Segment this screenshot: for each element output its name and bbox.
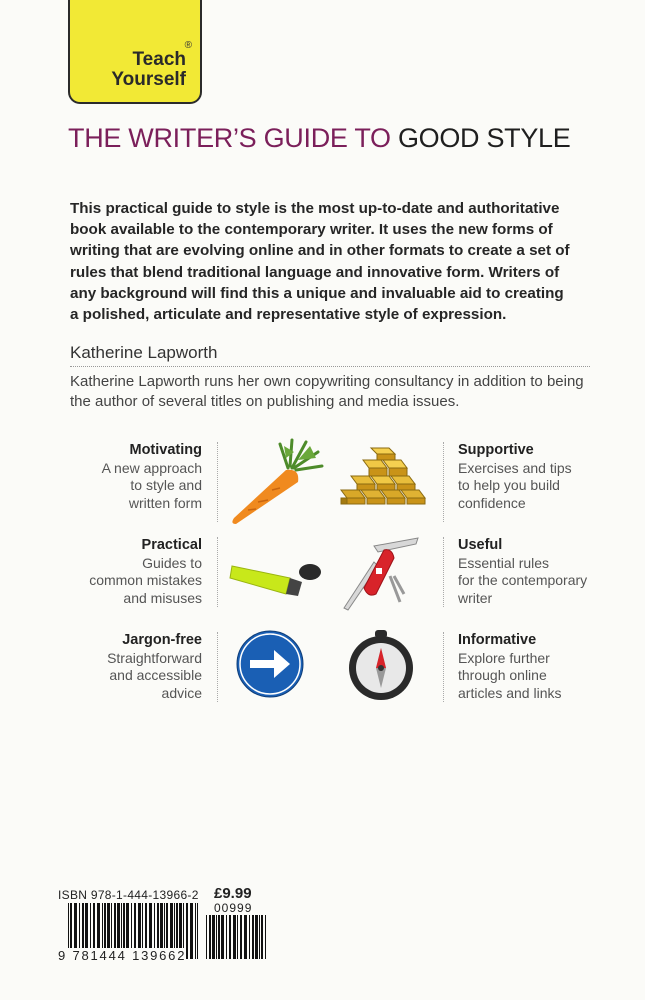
feature-line: written form xyxy=(128,494,202,511)
feature-line: articles and links xyxy=(458,684,562,701)
title-part-2: GOOD STYLE xyxy=(397,123,571,153)
title-part-1: THE WRITER’S GUIDE TO xyxy=(68,123,391,153)
separator xyxy=(217,632,218,702)
book-blurb: This practical guide to style is the most up-to-date and authoritative book available to the contemporary writer. It uses the new forms of writing that are evolving online and in other formats to create a set of rules that blend traditional language and innovative form. Writers of any background will find this a unique and invaluable aid to creating a polished, articulate and representative style of expression. xyxy=(70,200,570,324)
barcode-bar xyxy=(209,915,211,959)
feature-heading: Supportive xyxy=(458,442,534,458)
gold-bars-icon xyxy=(337,446,431,510)
barcode-bar xyxy=(259,915,260,959)
feature-line: Explore further xyxy=(458,649,550,666)
barcode-bar xyxy=(261,915,263,959)
barcode-bar xyxy=(226,915,227,959)
separator xyxy=(217,442,218,522)
price: £9.99 xyxy=(214,885,252,902)
feature-heading: Practical xyxy=(141,537,202,553)
author-name: Katherine Lapworth xyxy=(70,343,218,362)
price-code: 00999 xyxy=(214,901,253,915)
price-barcode-icon xyxy=(206,915,266,959)
barcode-bar xyxy=(195,903,196,959)
registered-mark: ® xyxy=(184,40,192,51)
feature-line: A new approach xyxy=(101,459,202,476)
compass-icon xyxy=(344,628,418,702)
barcode-bar xyxy=(190,903,193,959)
feature-line: common mistakes xyxy=(89,572,202,588)
barcode-bar xyxy=(233,915,236,959)
barcode-digits xyxy=(58,948,186,963)
barcode-bar xyxy=(186,903,188,959)
road-sign-arrow-icon xyxy=(236,630,304,698)
feature-heading: Motivating xyxy=(129,442,202,458)
highlighter-icon xyxy=(228,556,324,606)
barcode-bar xyxy=(252,915,254,959)
barcode-bar xyxy=(206,915,207,959)
feature-practical xyxy=(52,537,202,607)
feature-line: to help you build xyxy=(458,477,560,493)
feature-line: advice xyxy=(161,684,202,701)
barcode-bar xyxy=(265,915,266,959)
feature-supportive xyxy=(458,442,618,512)
barcode-bar xyxy=(197,903,198,959)
feature-line: Guides to xyxy=(142,554,202,571)
feature-line: and accessible xyxy=(109,667,202,683)
barcode-bar xyxy=(255,915,258,959)
barcode-bar xyxy=(212,915,215,959)
feature-line: Straightforward xyxy=(107,649,202,666)
author-divider xyxy=(70,366,590,367)
feature-useful xyxy=(458,537,618,607)
book-title xyxy=(68,123,570,154)
feature-line: Exercises and tips xyxy=(458,459,572,476)
logo-line-1: Teach xyxy=(132,49,186,70)
swiss-army-knife-icon xyxy=(338,536,426,616)
barcode-bar xyxy=(249,915,250,959)
isbn-number: ISBN 978-1-444-13966-2 xyxy=(58,888,199,902)
feature-line: through online xyxy=(458,667,547,683)
author-bio: Katherine Lapworth runs her own copywriting consultancy in addition to being the author of several titles on publishing and media issues. xyxy=(70,373,584,410)
feature-line: Essential rules xyxy=(458,554,550,571)
barcode-bar xyxy=(218,915,220,959)
feature-heading: Jargon-free xyxy=(122,632,202,648)
carrot-icon xyxy=(228,438,324,528)
teach-yourself-logo xyxy=(68,0,202,104)
feature-line: and misuses xyxy=(123,589,202,606)
feature-motivating xyxy=(52,442,202,512)
barcode-bar xyxy=(216,915,217,959)
feature-informative xyxy=(458,632,618,702)
feature-jargon-free xyxy=(52,632,202,702)
separator xyxy=(443,442,444,522)
barcode-bar xyxy=(237,915,238,959)
barcode-bar xyxy=(240,915,242,959)
feature-line: for the contemporary xyxy=(458,572,588,588)
barcode-bar xyxy=(221,915,224,959)
feature-line: writer xyxy=(458,589,493,606)
barcode-bar xyxy=(244,915,247,959)
barcode-digit-group-2: 139662 xyxy=(132,948,187,963)
feature-line: to style and xyxy=(130,477,202,493)
barcode-bar xyxy=(229,915,231,959)
barcode-digit-lead: 9 xyxy=(58,948,68,963)
feature-line: confidence xyxy=(458,494,526,511)
separator xyxy=(443,537,444,607)
separator xyxy=(443,632,444,702)
barcode-digit-group-1: 781444 xyxy=(72,948,127,963)
separator xyxy=(217,537,218,607)
feature-heading: Informative xyxy=(458,632,537,648)
feature-heading: Useful xyxy=(458,537,503,553)
logo-line-2: Yourself xyxy=(111,69,186,90)
